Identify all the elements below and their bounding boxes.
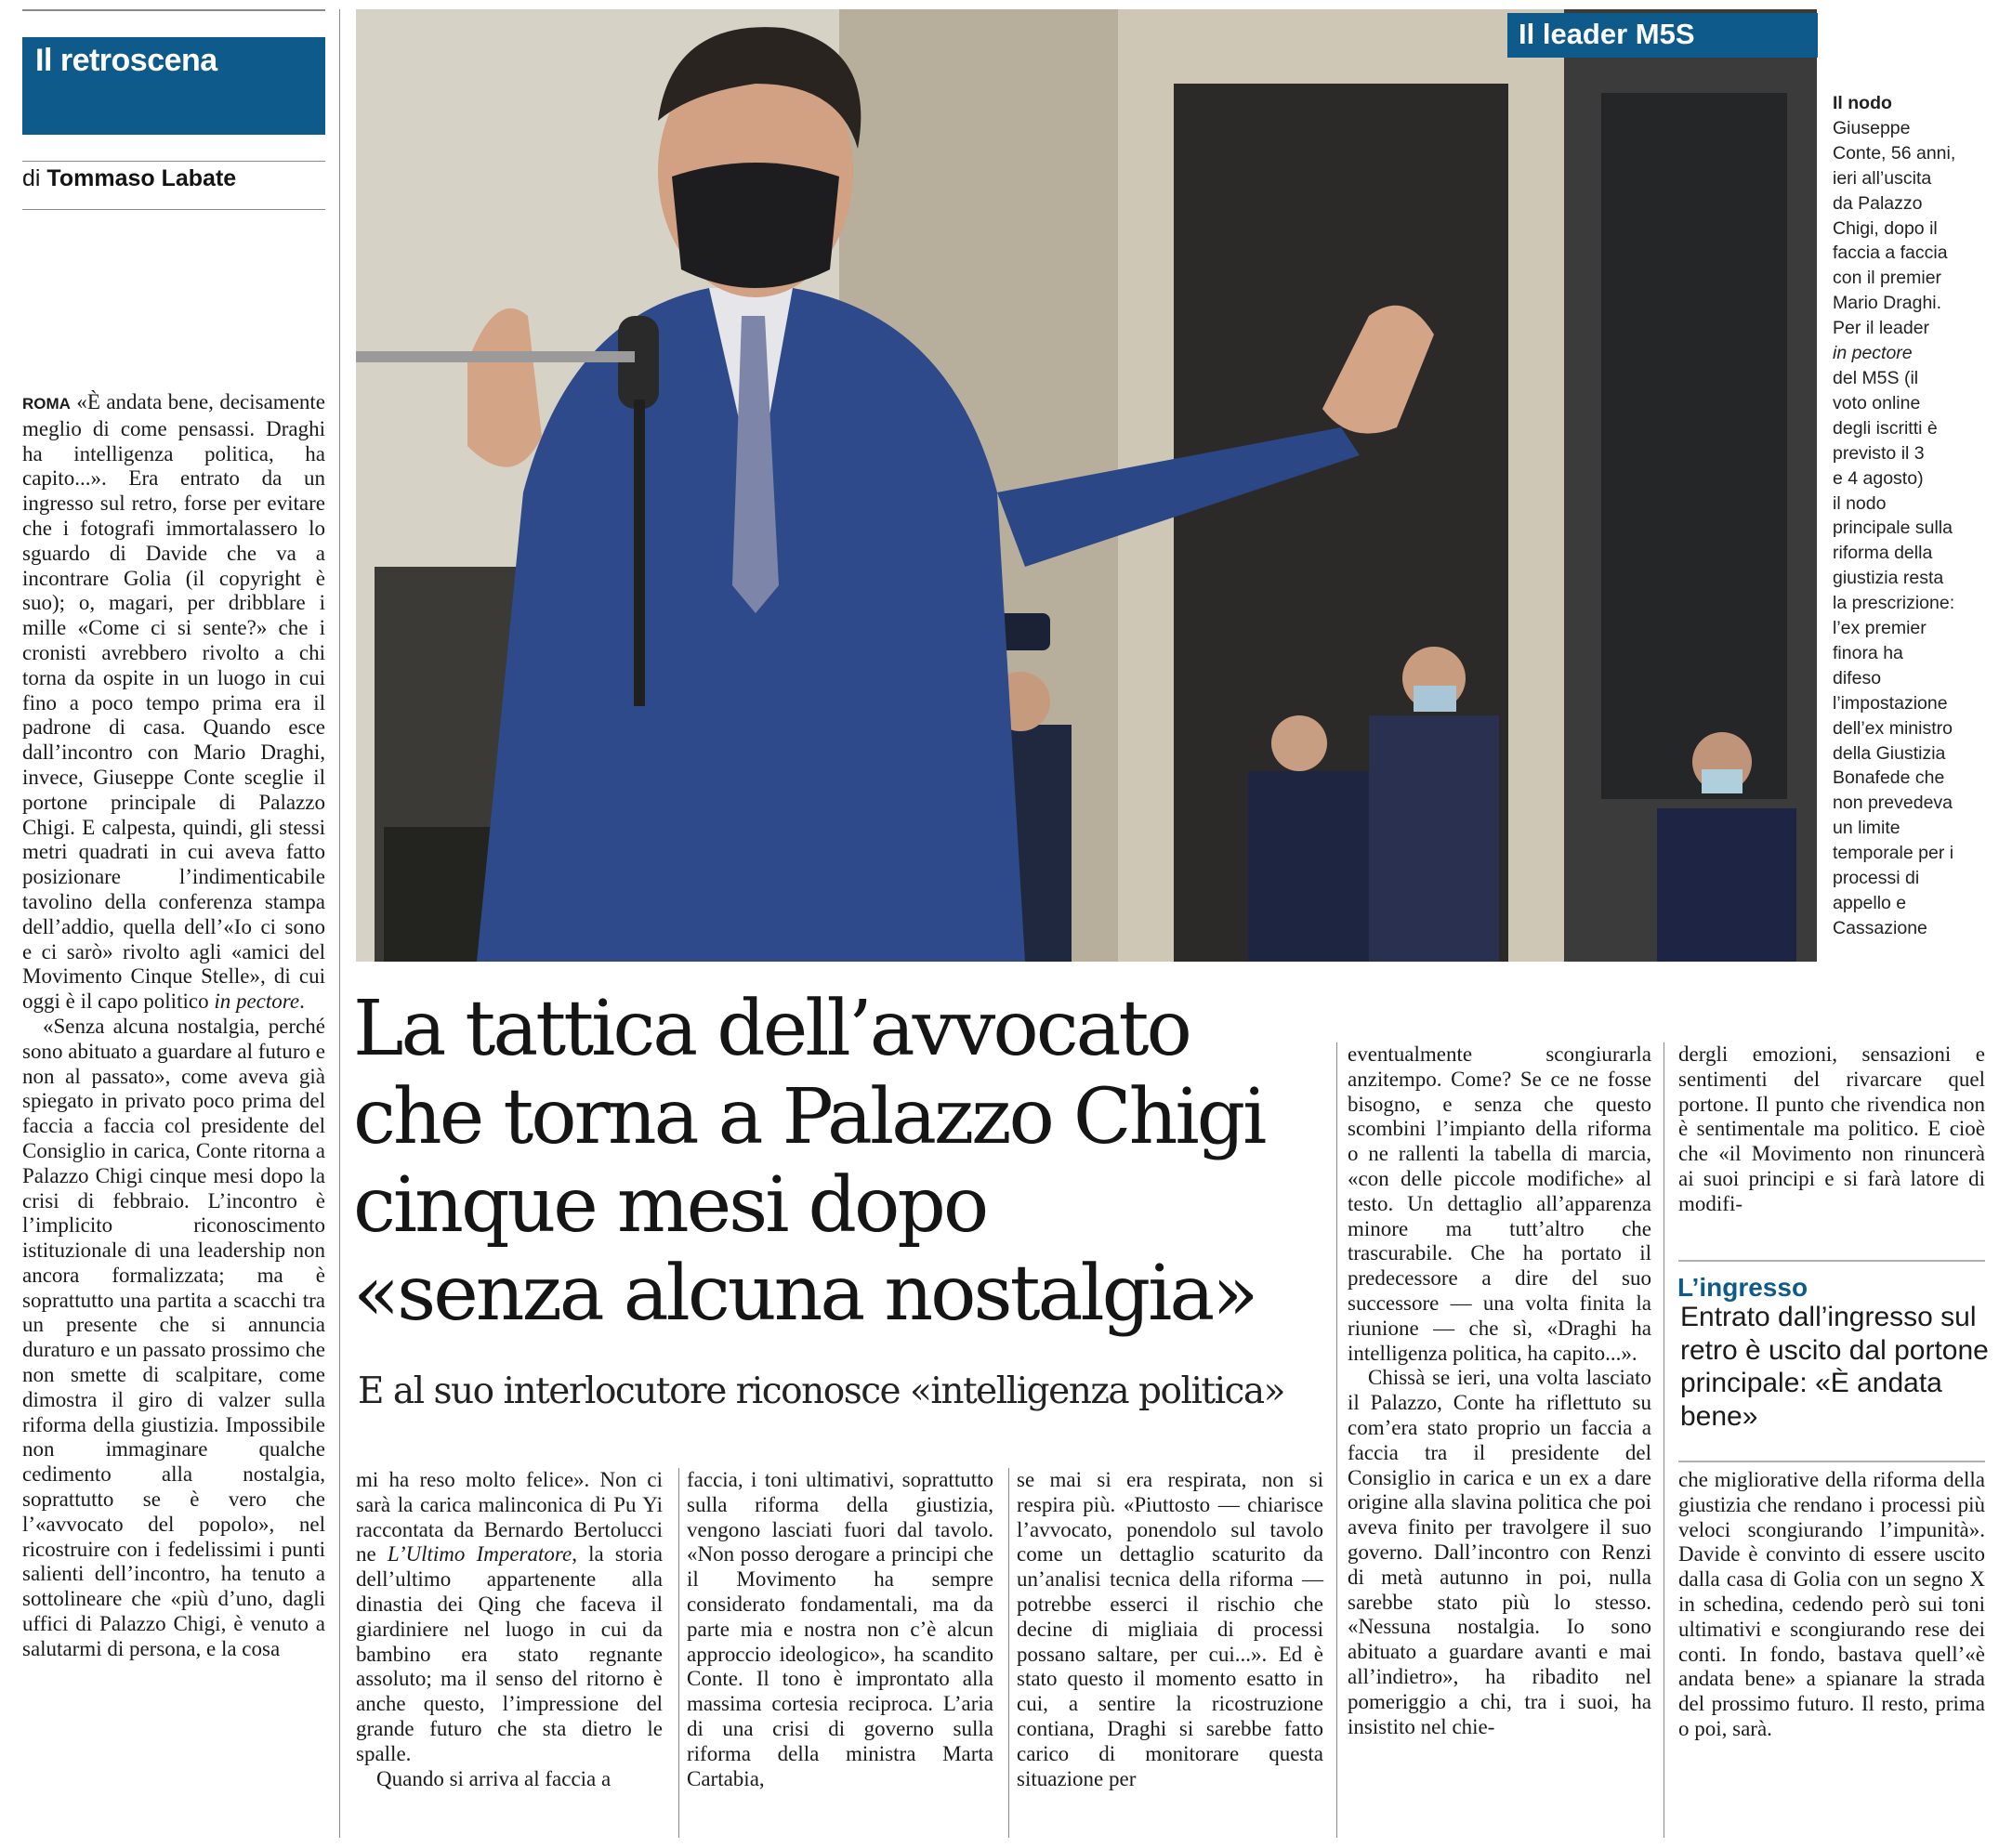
headline-line: La tattica dell’avvocato (353, 985, 1190, 1073)
caption-line: della Giustizia (1833, 742, 1946, 764)
article-paragraph: ROMA «È andata bene, decisamente meglio di come pensassi. Draghi ha intelligenza politica, ha capito...». Era entrato da un ingresso sul retro, forse per evitare che i fotografi immortalassero lo sguardo di Davide che va a incontrare Golia (il copyright è suo); o, magari, per dribblare i mille «Come ci si sente?» che i cronisti avrebbero rivolto a chi torna da ospite in un luogo in cui fino a poco tempo prima era il padrone di casa. Quando esce dall’incontro con Mario Draghi, invece, Giuseppe Conte sceglie il portone principale di Palazzo Chigi. E calpesta, quindi, gli stessi metri quadrati in cui aveva fatto posizionare l’indimenticabile tavolino della conferenza stampa dell’addio, quella dell’«Io ci sono e ci sarò» rivolto agli «amici del Movimento Cinque Stelle», di cui oggi è il capo politico in pectore. (22, 390, 326, 1014)
caption-line: il nodo (1833, 492, 1887, 514)
column-divider (1336, 1042, 1337, 1838)
column-divider (678, 1468, 679, 1838)
caption-line: giustizia resta (1833, 568, 1944, 589)
article-column-5 (1348, 1042, 1651, 1739)
column-divider (339, 9, 340, 1838)
article-column-6-top (1678, 1042, 1985, 1217)
caption-line: la prescrizione: (1833, 593, 1955, 614)
caption-line: con il premier (1833, 268, 1942, 289)
photo-tag-label: Il leader M5S (1519, 18, 1695, 50)
caption-line: Mario Draghi. (1833, 293, 1942, 314)
top-rule (22, 9, 325, 11)
article-column-6-bottom (1678, 1468, 1985, 1742)
news-photo (356, 9, 1817, 962)
caption-line: Bonafede che (1833, 767, 1945, 789)
article-column-3 (687, 1468, 993, 1791)
pullquote-title: L’ingresso (1677, 1273, 1808, 1302)
caption-line: del M5S (il (1833, 367, 1919, 388)
caption-title: Il nodo (1833, 93, 1892, 113)
article-column-4 (1017, 1468, 1323, 1791)
headline (353, 985, 1320, 1338)
byline (22, 165, 236, 192)
caption-line: faccia a faccia (1833, 242, 1948, 264)
headline-line: che torna a Palazzo Chigi (353, 1073, 1265, 1161)
caption-line: Giuseppe (1833, 117, 1911, 138)
rubric-label: Il retroscena (35, 43, 217, 78)
caption-line: riforma della (1833, 543, 1933, 564)
caption-line: Per il leader (1833, 318, 1930, 339)
article-paragraph: Chissà se ieri, una volta lasciato il Palazzo, Conte ha riflettuto su com’era stato proprio un faccia a faccia tra il presidente del Consiglio in carica e un ex a dare origine alla slavina politica che poi aveva finito per travolgere il suo governo. Dall’incontro con Renzi di metà autunno in poi, nulla sarebbe stato più lo stesso. «Nessuna nostalgia. Io sono abituato a guardare avanti e mai all’indietro», ha ribadito nel pomeriggio a chi, tra i suoi, ha insistito nel chie- (1348, 1366, 1651, 1738)
caption-line: Chigi, dopo il (1833, 217, 1938, 239)
caption-line: l’impostazione (1833, 692, 1948, 714)
photo-illustration (356, 9, 1817, 962)
article-paragraph: che migliorative della riforma della giustizia che rendano i processi più veloci scongiurando l’impunità». Davide è convinto di essere uscito dalla casa di Golia con un segno X in schedina, cedendo però sui toni ultimativi e scongiurando rese dei conti. In fondo, bastava quell’«è andata bene» a spianare la strada del prossimo futuro. Il resto, prima o poi, sarà. (1678, 1468, 1985, 1740)
headline-line: «senza alcuna nostalgia» (353, 1250, 1256, 1338)
article-paragraph: mi ha reso molto felice». Non ci sarà la carica malinconica di Pu Yi raccontata da Bernardo Bertolucci ne L’Ultimo Imperatore, la storia dell’ultimo appartenente alla dinastia dei Qing che faceva il giardiniere nel luogo in cui da bambino era stato regnante assoluto; ma il senso del ritorno è anche questo, l’impressione del grande futuro che sta dietro le spalle. (356, 1468, 664, 1765)
caption-line: l’ex premier (1833, 618, 1927, 639)
article-paragraph: Quando si arriva al faccia a (376, 1766, 612, 1790)
caption-line: difeso (1833, 667, 1882, 688)
caption-line: ieri all’uscita (1833, 167, 1932, 189)
caption-line: dell’ex ministro (1833, 717, 1953, 739)
pullquote-text: Entrato dall’ingresso sul retro è uscito dal portone principale: «È andata bene» (1680, 1302, 1989, 1432)
caption-line: degli iscritti è (1833, 417, 1938, 439)
photo-caption (1833, 91, 1996, 941)
article-paragraph: faccia, i toni ultimativi, soprattutto sulla riforma della giustizia, vengono lasciati fuori dal tavolo. «Non posso derogare a principi che il Movimento ha sempre considerato fondamentali, ma da parte mia e nostra non c’è alcun approccio ideologico», ha scandito Conte. Il tono è improntato alla massima cortesia reciproca. L’aria di una crisi di governo sulla riforma della ministra Marta Cartabia, (687, 1468, 993, 1790)
caption-line: e 4 agosto) (1833, 467, 1924, 489)
byline-rule-top (22, 161, 325, 162)
headline-line: cinque mesi dopo (353, 1161, 987, 1250)
caption-line: Conte, 56 anni, (1833, 142, 1956, 164)
caption-line: temporale per i (1833, 843, 1954, 864)
article-paragraph: dergli emozioni, sensazioni e sentimenti del rivarcare quel portone. Il punto che rivendica non è sentimentale ma politico. E cioè che «il Movimento non rinuncerà ai suoi principi e si farà latore di modifi- (1678, 1042, 1985, 1215)
byline-author: Tommaso Labate (46, 165, 237, 191)
byline-rule-bottom (22, 209, 325, 210)
dateline: ROMA (22, 395, 71, 413)
caption-line: principale sulla (1833, 518, 1953, 539)
caption-line: Cassazione (1833, 917, 1927, 938)
article-column-2 (356, 1468, 663, 1791)
caption-line: non prevedeva (1833, 793, 1953, 814)
column-divider (1008, 1468, 1009, 1838)
caption-line: voto online (1833, 392, 1921, 413)
subheadline: E al suo interlocutore riconosce «intelligenza politica» (358, 1370, 1285, 1412)
caption-line: appello e (1833, 893, 1907, 913)
caption-line: finora ha (1833, 642, 1903, 663)
article-column-1 (22, 390, 325, 1662)
pullquote-rule-top (1678, 1260, 1985, 1262)
caption-line: processi di (1833, 868, 1920, 889)
article-paragraph: eventualmente scongiurarla anzitempo. Come? Se ce ne fosse bisogno, e senza che questo scombini l’impianto della riforma o ne rallenti la tabella di marcia, «con delle piccole modifiche» al testo. Un dettaglio all’apparenza minore ma tutt’altro che trascurabile. Che ha portato il predecessore a dire del suo successore — una volta finita la riunione — che sì, «Draghi ha intelligenza politica, ha capito...». (1348, 1042, 1651, 1365)
pullquote-rule-bottom (1678, 1461, 1985, 1462)
byline-prefix: di (22, 165, 41, 191)
photo-tag (1507, 13, 1818, 58)
caption-line: previsto il 3 (1833, 442, 1925, 464)
section-rubric (22, 37, 325, 135)
caption-line: da Palazzo (1833, 192, 1923, 214)
caption-line: un limite (1833, 818, 1900, 839)
article-paragraph: «Senza alcuna nostalgia, perché sono abituato a guardare al futuro e non al passato», come aveva già spiegato in privato poco prima del faccia a faccia col presidente del Consiglio in carica, Conte ritorna a Palazzo Chigi cinque mesi dopo la crisi di febbraio. L’incontro è l’implicito riconoscimento istituzionale di una leadership non ancora formalizzata; ma è soprattutto una partita a scacchi tra un presente che si annuncia duraturo e un passato prossimo che non smette di scalpitare, come dimostra il giro di valzer sulla riforma della giustizia. Impossibile non immaginare qualche cedimento alla nostalgia, soprattutto se è vero che l’«avvocato del popolo», nel ricostruire con i fedelissimi i punti salienti dell’incontro, ha tenuto a sottolineare che «più d’uno, dagli uffici di Palazzo Chigi, è venuto a salutarmi di persona, e la cosa (22, 1014, 325, 1660)
caption-line: in pectore (1833, 343, 1913, 364)
article-paragraph: se mai si era respirata, non si respira più. «Piuttosto — chiarisce l’avvocato, ponendolo sul tavolo come un dettaglio scaturito da un’analisi tecnica della riforma — potrebbe esserci il rischio che decine di migliaia di processi possano saltare, per cui...». Ed è stato questo il momento esatto in cui, a sentire la ricostruzione contiana, Draghi si sarebbe fatto carico di monitorare questa situazione per (1017, 1468, 1323, 1790)
